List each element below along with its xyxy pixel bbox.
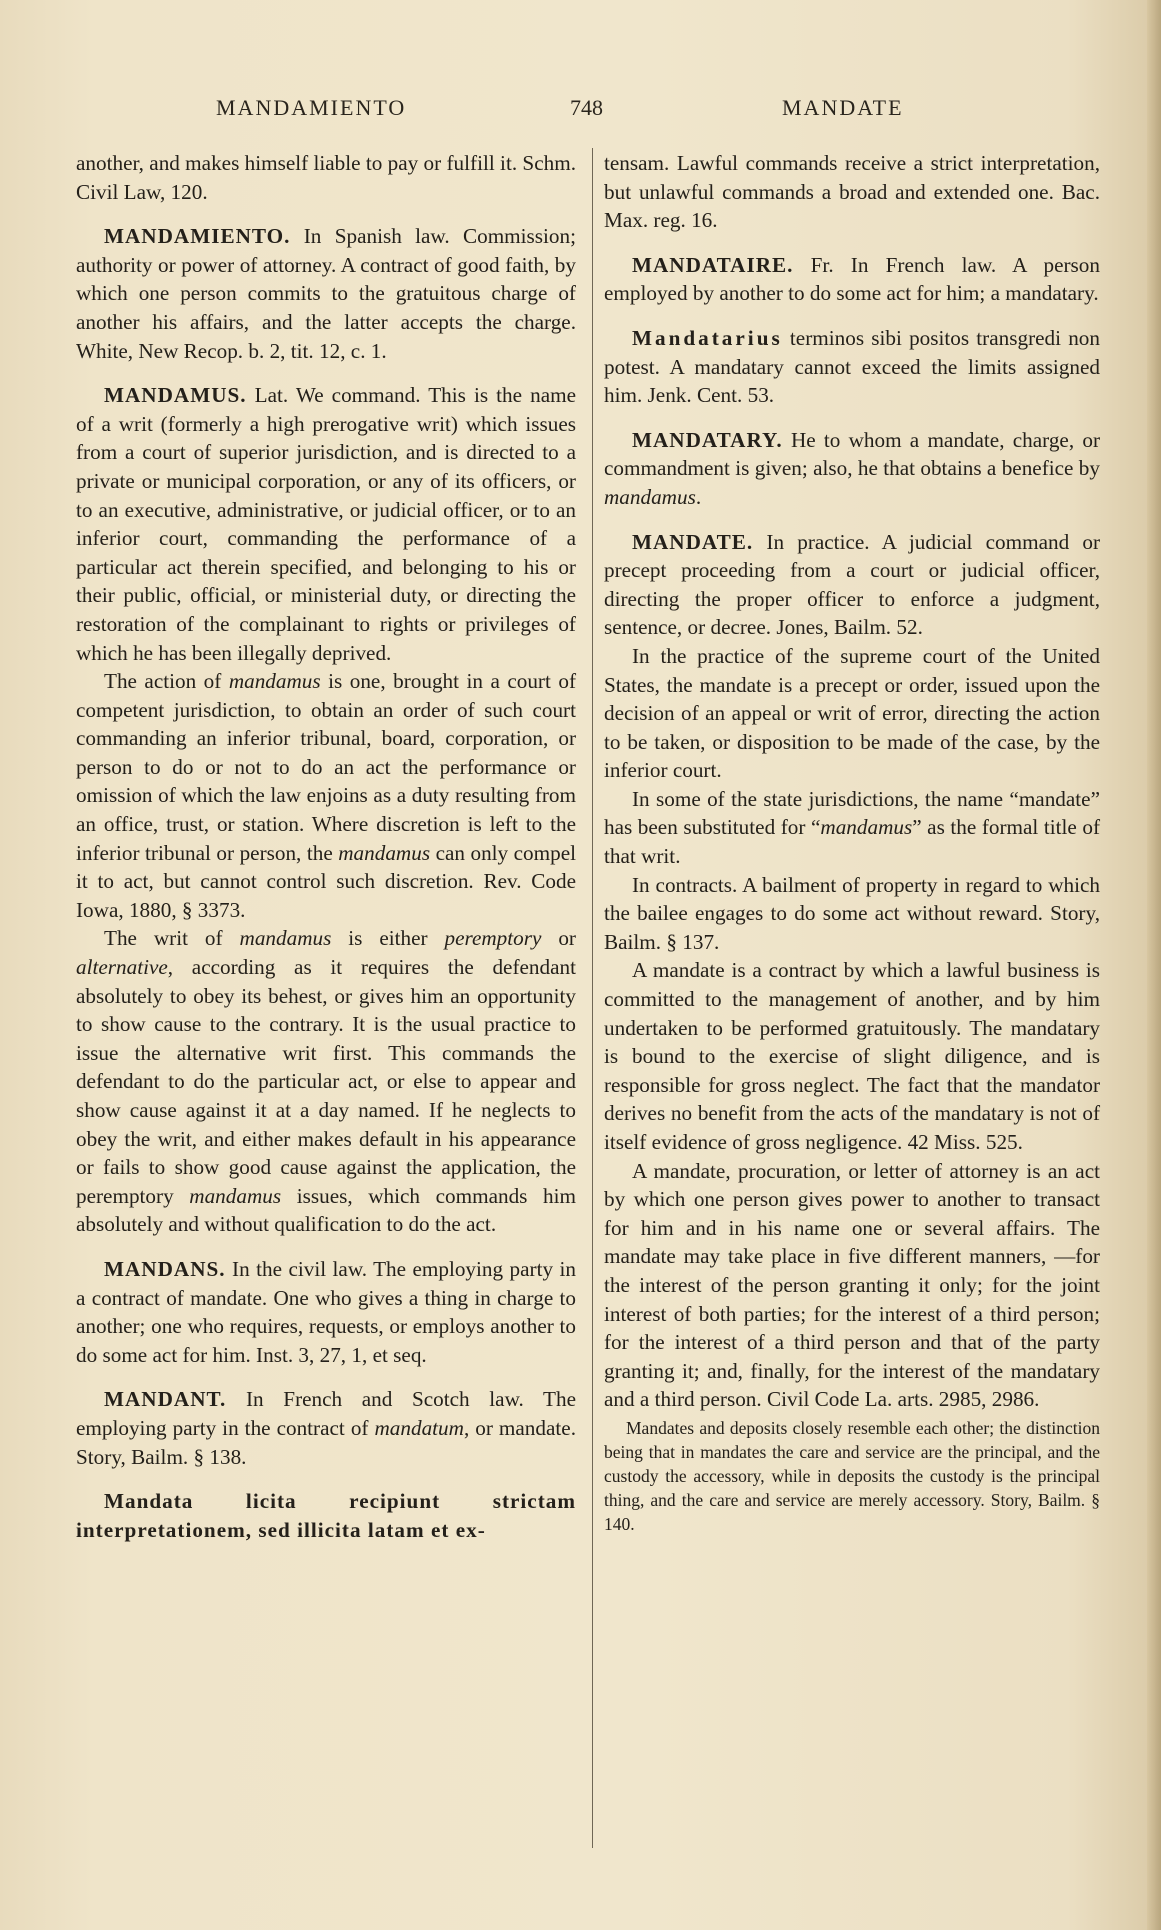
text-run: is one, brought in a court of competent jurisdiction, to obtain an order of such court commanding an inferior tribunal, board, corporation, or person to do or not to do an act the performance or omission of which the law enjoins as a duty resulting from an office, trust, or station. Where discretion is left to the inferior tribunal or person, the [76, 669, 577, 865]
entry-mandataire [604, 251, 1100, 308]
entry-text: Lat. We command. This is the name of a writ (formerly a high prerogative writ) which issues from a court of superior jurisdiction, and is directed to a private or municipal corporation, or any of its officers, or to an executive, administrative, or judicial officer, or to an inferior court, commanding the performance of a particular act therein specified, and belonging to his or their public, official, or ministerial duty, or directing the restoration of the complainant to rights or privileges of which he has been illegally deprived. [76, 383, 576, 665]
continued-text: another, and makes himself liable to pay or fulfill it. Schm. Civil Law, 120. [76, 151, 576, 204]
entry-mandans [76, 1255, 576, 1369]
italic-term: alternative [76, 955, 168, 980]
entry-term: MANDANT. [104, 1387, 227, 1412]
entry-term: MANDAMUS. [104, 383, 247, 408]
text-run: The writ of [104, 926, 240, 951]
italic-term: mandamus [604, 484, 696, 509]
italic-term: mandamus [820, 815, 913, 840]
entry-mandatarius [604, 324, 1100, 410]
right-column [604, 149, 1100, 1536]
mandate-paragraph-2: In the practice of the supreme court of the United States, the mandate is a precept or order, issued upon the decision of an appeal or writ of error, directing the action to be taken, or disposition to be made of the case, by the inferior court. [604, 643, 1100, 783]
entry-term: MANDAMIENTO. [104, 224, 291, 249]
mandate-paragraph-6: A mandate, procuration, or letter of attorney is an act by which one person gives power to another to transact for him and in his name one or several affairs. The mandate may take place in five different manners, —for the interest of the person granting it only; for the joint interest of both parties; for the interest of a third person; for the interest of a third person and that of the party granting it; and, finally, for the interest of the mandatary and a third person. Civil Code La. arts. 2985, 2986. [604, 1158, 1100, 1412]
running-header [0, 95, 1161, 129]
entry-mandata-licita [76, 1487, 576, 1544]
entry-mandatary [604, 426, 1100, 512]
entry-text: Fr. In French law. A person employed by another to do some act for him; a mandatary. [604, 252, 1100, 306]
italic-term: mandatum [374, 1415, 464, 1440]
entry-mandamus [76, 381, 576, 667]
entry-text: In Spanish law. Commission; authority or power of attorney. A contract of good faith, by which one person commits to the gratuitous charge of another his affairs, and the latter accepts the charge. White, New Recop. b. 2, tit. 12, c. 1. [76, 224, 576, 363]
entry-term: MANDATARY. [632, 427, 783, 452]
left-column [76, 149, 576, 1544]
text-run: In some of the state jurisdictions, the name “mandate” has been substituted for “ [604, 786, 1100, 840]
text-run: issues, which commands him absolutely and without qualification to do the act. [76, 1183, 576, 1237]
italic-term: mandamus [228, 669, 321, 694]
text-run: The action of [104, 669, 229, 694]
entry-text: In practice. A judicial command or precept proceeding from a court or judicial officer, directing the proper officer to enforce a judgment, sentence, or decree. Jones, Bailm. 52. [604, 529, 1100, 640]
mandate-paragraph-4: In contracts. A bailment of property in regard to which the bailee engages to do some act without reward. Story, Bailm. § 137. [604, 872, 1100, 954]
text-run: , or mandate. Story, Bailm. § 138. [76, 1415, 576, 1469]
mandate-note: Mandates and deposits closely resemble each other; the distinction being that in mandates the care and service are the principal, and the custody the accessory, while in deposits the custody is the principal thing, and the care and service are merely accessory. Story, Bailm. § 140. [604, 1417, 1100, 1534]
entry-mandant [76, 1385, 576, 1471]
header-left-guide-word: MANDAMIENTO [216, 95, 407, 120]
text-run: , according as it requires the defendant absolutely to obey its behest, or gives him an opportunity to show cause to the contrary. It is the usual practice to issue the alternative writ first. This commands the defendant to do the particular act, or else to appear and show cause against it at a day named. If he neglects to obey the writ, and either makes default in his appearance or fails to show good cause against the application, the peremptory [76, 955, 576, 1208]
header-right-guide-word: MANDATE [782, 95, 904, 120]
page-number: 748 [570, 95, 603, 120]
entry-mandate [604, 528, 1100, 642]
text-run: ” as the formal title of that writ. [604, 815, 1101, 869]
entry-term: MANDANS. [104, 1256, 226, 1281]
italic-term: peremptory [444, 926, 542, 951]
text-run: . [695, 484, 702, 509]
text-run: or [541, 926, 576, 951]
page-edge [1147, 0, 1161, 1930]
column-divider [592, 148, 593, 1848]
entry-term: MANDATAIRE. [632, 252, 794, 277]
text-run: can only compel it to act, but cannot control such discretion. Rev. Code Iowa, 1880, § 3373. [76, 840, 577, 922]
continued-text: tensam. Lawful commands receive a strict interpretation, but unlawful commands a broad and extended one. Bac. Max. reg. 16. [604, 151, 1100, 233]
entry-text: In the civil law. The employing party in a contract of mandate. One who gives a thing in charge to another; one who requires, requests, or employs another to do some act for him. Inst. 3, 27, 1, et seq. [76, 1256, 576, 1367]
italic-term: mandamus [338, 840, 431, 865]
entry-term: MANDATE. [632, 529, 754, 554]
entry-term: Mandata licita recipiunt strictam interpretationem, sed illicita latam et ex- [76, 1489, 576, 1542]
mandate-paragraph-5: A mandate is a contract by which a lawful business is committed to the management of another, and by him undertaken to be performed gratuitously. The mandatary is bound to the exercise of slight diligence, and is responsible for gross neglect. The fact that the mandator derives no benefit from the acts of the mandatary is not of itself evidence of gross negligence. 42 Miss. 525. [604, 958, 1100, 1154]
entry-text: terminos sibi positos transgredi non potest. A mandatary cannot exceed the limits assigned him. Jenk. Cent. 53. [604, 325, 1100, 408]
mandate-paragraph-3 [604, 785, 1100, 871]
entry-term: Mandatarius [632, 325, 783, 350]
italic-term: mandamus [189, 1183, 282, 1208]
text-run: In French and Scotch law. The employing party in the contract of [76, 1387, 576, 1440]
entry-mandamiento [76, 222, 576, 365]
mandamus-paragraph-3 [76, 924, 576, 1239]
text-run: is either [331, 926, 445, 951]
italic-term: mandamus [239, 926, 332, 951]
text-run: He to whom a mandate, charge, or commandment is given; also, he that obtains a benefice by [604, 427, 1100, 481]
mandamus-paragraph-2 [76, 667, 576, 924]
